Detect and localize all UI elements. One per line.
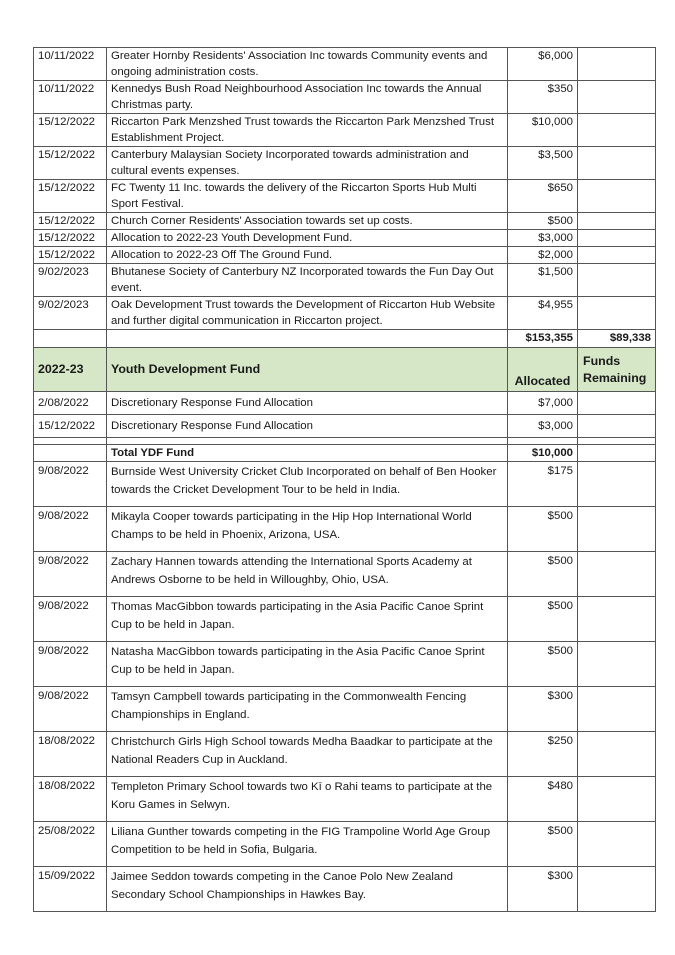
table-row	[34, 822, 656, 867]
total-allocated: $153,355	[508, 330, 578, 348]
row-remaining	[578, 180, 656, 213]
row-amount: $3,000	[508, 230, 578, 247]
table-row	[34, 552, 656, 597]
table-row	[34, 180, 656, 213]
row-remaining	[578, 867, 656, 912]
row-description: Liliana Gunther towards competing in the FIG Trampoline World Age Group Competition to be held in Sofia, Bulgaria.	[107, 822, 508, 867]
row-remaining	[578, 597, 656, 642]
row-description: Discretionary Response Fund Allocation	[107, 392, 508, 415]
spacer-row	[34, 438, 656, 445]
row-amount: $3,500	[508, 147, 578, 180]
table-row	[34, 230, 656, 247]
row-date: 15/12/2022	[34, 247, 107, 264]
row-date: 15/09/2022	[34, 867, 107, 912]
row-description: Christchurch Girls High School towards Medha Baadkar to participate at the National Readers Cup in Auckland.	[107, 732, 508, 777]
row-remaining	[578, 507, 656, 552]
row-amount: $500	[508, 822, 578, 867]
table-row	[34, 81, 656, 114]
row-amount: $7,000	[508, 392, 578, 415]
row-remaining	[578, 777, 656, 822]
row-remaining	[578, 462, 656, 507]
table-row	[34, 247, 656, 264]
row-description: Oak Development Trust towards the Development of Riccarton Hub Website and further digital communication in Riccarton project.	[107, 297, 508, 330]
row-remaining	[578, 297, 656, 330]
table-row	[34, 867, 656, 912]
total-remaining: $89,338	[578, 330, 656, 348]
row-description: Canterbury Malaysian Society Incorporated towards administration and cultural events expenses.	[107, 147, 508, 180]
row-date: 15/12/2022	[34, 230, 107, 247]
row-amount: $300	[508, 687, 578, 732]
table-row	[34, 114, 656, 147]
table-row	[34, 48, 656, 81]
row-date: 9/08/2022	[34, 507, 107, 552]
row-date: 15/12/2022	[34, 213, 107, 230]
row-date: 10/11/2022	[34, 81, 107, 114]
table-row	[34, 415, 656, 438]
row-date: 15/12/2022	[34, 415, 107, 438]
row-date: 18/08/2022	[34, 777, 107, 822]
ydf-total-label: Total YDF Fund	[107, 445, 508, 462]
row-remaining	[578, 415, 656, 438]
row-description: Allocation to 2022-23 Youth Development Fund.	[107, 230, 508, 247]
row-amount: $2,000	[508, 247, 578, 264]
column-header-funds-remaining: Funds Remaining	[578, 348, 656, 392]
table-row	[34, 264, 656, 297]
row-amount: $500	[508, 507, 578, 552]
row-amount: $650	[508, 180, 578, 213]
row-date: 15/12/2022	[34, 114, 107, 147]
row-date: 25/08/2022	[34, 822, 107, 867]
row-remaining	[578, 822, 656, 867]
row-description: Burnside West University Cricket Club Incorporated on behalf of Ben Hooker towards the Cricket Development Tour to be held in India.	[107, 462, 508, 507]
row-description: Thomas MacGibbon towards participating in the Asia Pacific Canoe Sprint Cup to be held in Japan.	[107, 597, 508, 642]
row-remaining	[578, 642, 656, 687]
table-row	[34, 213, 656, 230]
row-description: Templeton Primary School towards two Kī o Rahi teams to participate at the Koru Games in Selwyn.	[107, 777, 508, 822]
row-amount: $500	[508, 642, 578, 687]
section-title: Youth Development Fund	[107, 348, 508, 392]
section-year: 2022-23	[34, 348, 107, 392]
row-amount: $500	[508, 597, 578, 642]
funding-table	[33, 47, 656, 912]
row-amount: $350	[508, 81, 578, 114]
row-amount: $250	[508, 732, 578, 777]
table-row	[34, 507, 656, 552]
row-remaining	[578, 247, 656, 264]
ydf-total-amount: $10,000	[508, 445, 578, 462]
table-row	[34, 732, 656, 777]
row-description: Church Corner Residents' Association towards set up costs.	[107, 213, 508, 230]
row-amount: $480	[508, 777, 578, 822]
row-description: Natasha MacGibbon towards participating in the Asia Pacific Canoe Sprint Cup to be held in Japan.	[107, 642, 508, 687]
row-date: 15/12/2022	[34, 180, 107, 213]
row-date: 10/11/2022	[34, 48, 107, 81]
column-header-allocated: Allocated	[508, 348, 578, 392]
row-amount: $500	[508, 213, 578, 230]
row-remaining	[578, 81, 656, 114]
row-amount: $3,000	[508, 415, 578, 438]
ydf-total-row	[34, 445, 656, 462]
row-amount: $1,500	[508, 264, 578, 297]
table-row	[34, 147, 656, 180]
row-description: Allocation to 2022-23 Off The Ground Fund.	[107, 247, 508, 264]
row-date: 18/08/2022	[34, 732, 107, 777]
row-amount: $300	[508, 867, 578, 912]
row-remaining	[578, 114, 656, 147]
row-description: Greater Hornby Residents' Association Inc towards Community events and ongoing administration costs.	[107, 48, 508, 81]
row-description: Bhutanese Society of Canterbury NZ Incorporated towards the Fun Day Out event.	[107, 264, 508, 297]
table-row	[34, 392, 656, 415]
row-date: 9/02/2023	[34, 264, 107, 297]
row-remaining	[578, 230, 656, 247]
table-row	[34, 687, 656, 732]
row-date: 2/08/2022	[34, 392, 107, 415]
table-row	[34, 462, 656, 507]
row-date: 9/02/2023	[34, 297, 107, 330]
table-row	[34, 297, 656, 330]
row-date: 9/08/2022	[34, 462, 107, 507]
row-remaining	[578, 392, 656, 415]
row-date: 9/08/2022	[34, 552, 107, 597]
row-amount: $4,955	[508, 297, 578, 330]
row-remaining	[578, 147, 656, 180]
row-amount: $175	[508, 462, 578, 507]
row-amount: $500	[508, 552, 578, 597]
row-date: 9/08/2022	[34, 687, 107, 732]
totals-row	[34, 330, 656, 348]
row-amount: $6,000	[508, 48, 578, 81]
row-remaining	[578, 687, 656, 732]
section-header-row	[34, 348, 656, 392]
row-remaining	[578, 552, 656, 597]
table-row	[34, 597, 656, 642]
row-description: Tamsyn Campbell towards participating in the Commonwealth Fencing Championships in England.	[107, 687, 508, 732]
table-row	[34, 777, 656, 822]
row-description: Mikayla Cooper towards participating in the Hip Hop International World Champs to be held in Phoenix, Arizona, USA.	[107, 507, 508, 552]
row-remaining	[578, 264, 656, 297]
row-remaining	[578, 48, 656, 81]
row-description: Discretionary Response Fund Allocation	[107, 415, 508, 438]
row-description: Kennedys Bush Road Neighbourhood Association Inc towards the Annual Christmas party.	[107, 81, 508, 114]
row-remaining	[578, 732, 656, 777]
row-remaining	[578, 213, 656, 230]
row-description: FC Twenty 11 Inc. towards the delivery of the Riccarton Sports Hub Multi Sport Festival.	[107, 180, 508, 213]
row-date: 9/08/2022	[34, 597, 107, 642]
row-date: 9/08/2022	[34, 642, 107, 687]
row-description: Zachary Hannen towards attending the International Sports Academy at Andrews Osborne to be held in Willoughby, Ohio, USA.	[107, 552, 508, 597]
row-date: 15/12/2022	[34, 147, 107, 180]
table-row	[34, 642, 656, 687]
row-amount: $10,000	[508, 114, 578, 147]
row-description: Jaimee Seddon towards competing in the Canoe Polo New Zealand Secondary School Championships in Hawkes Bay.	[107, 867, 508, 912]
row-description: Riccarton Park Menzshed Trust towards the Riccarton Park Menzshed Trust Establishment Project.	[107, 114, 508, 147]
